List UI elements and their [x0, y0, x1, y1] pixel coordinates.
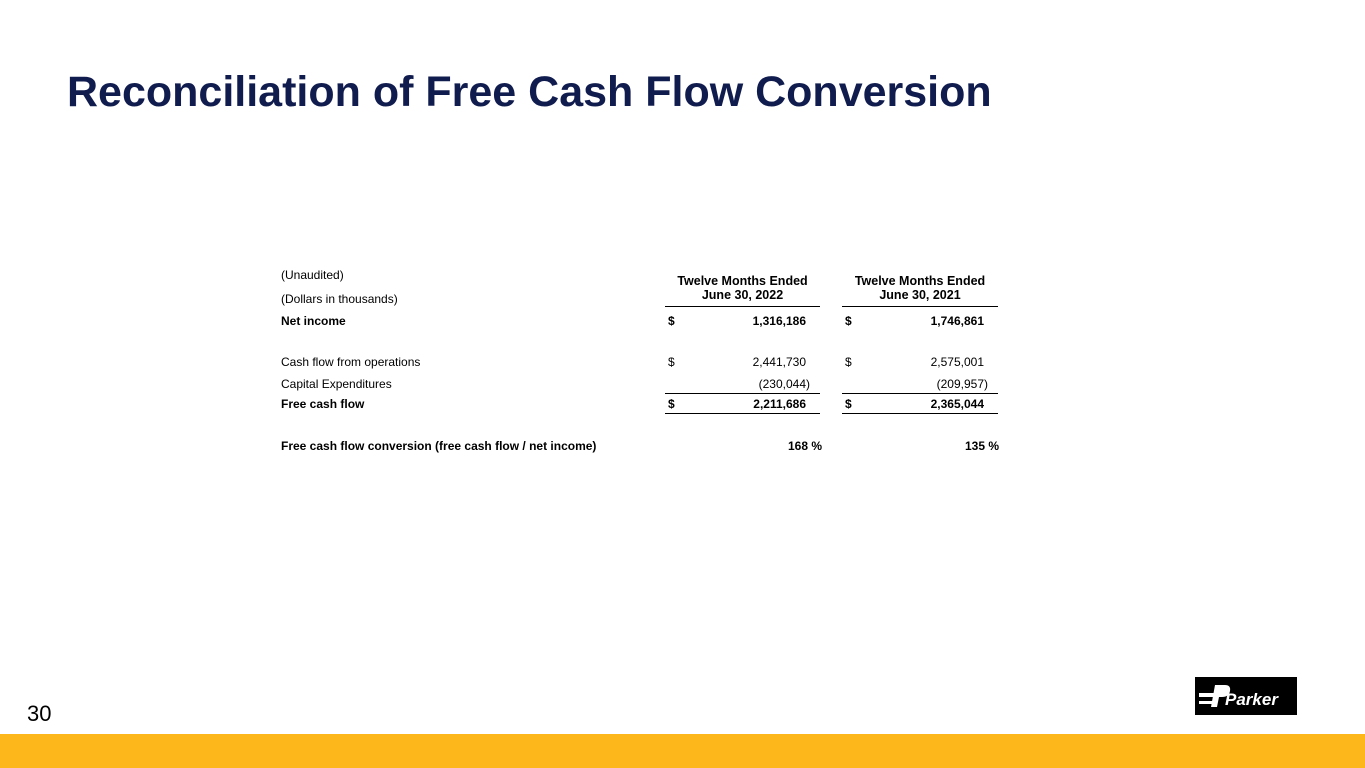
- value-2022: 168 %: [787, 439, 822, 453]
- value-2021: 1,746,861: [930, 314, 984, 328]
- total-underline-2021: [842, 413, 998, 414]
- column-header-2021: Twelve Months Ended June 30, 2021: [854, 274, 986, 302]
- row-label: Net income: [281, 314, 346, 328]
- total-underline-2022: [665, 413, 820, 414]
- header-underline-2021: [842, 306, 998, 307]
- parker-logo-icon: [1195, 677, 1297, 715]
- currency-symbol: $: [845, 314, 852, 328]
- subtotal-underline-2021: [842, 393, 998, 394]
- value-2021: 135 %: [964, 439, 999, 453]
- subtotal-underline-2022: [665, 393, 820, 394]
- row-label: Capital Expenditures: [281, 377, 392, 391]
- value-2021: (209,957): [936, 377, 988, 391]
- value-2022: 2,211,686: [753, 397, 806, 411]
- currency-symbol: $: [668, 314, 675, 328]
- column-header-2022: Twelve Months Ended June 30, 2022: [677, 274, 808, 302]
- currency-symbol: $: [845, 397, 852, 411]
- row-label: Free cash flow conversion (free cash flow / net income): [281, 439, 597, 453]
- page-title: Reconciliation of Free Cash Flow Conversion: [67, 68, 992, 116]
- logo-wordmark: Parker: [1225, 690, 1278, 709]
- currency-symbol: $: [668, 397, 675, 411]
- parker-logo: [1195, 677, 1297, 715]
- unaudited-note: (Unaudited): [281, 268, 344, 282]
- value-2021: 2,575,001: [930, 355, 984, 369]
- header-underline-2022: [665, 306, 820, 307]
- value-2021: 2,365,044: [930, 397, 984, 411]
- units-note: (Dollars in thousands): [281, 292, 398, 306]
- currency-symbol: $: [845, 355, 852, 369]
- currency-symbol: $: [668, 355, 675, 369]
- value-2022: 1,316,186: [752, 314, 806, 328]
- row-label: Free cash flow: [281, 397, 365, 411]
- row-label: Cash flow from operations: [281, 355, 421, 369]
- value-2022: (230,044): [758, 377, 810, 391]
- value-2022: 2,441,730: [752, 355, 806, 369]
- page-number: 30: [27, 701, 52, 726]
- footer-bar: [0, 734, 1365, 768]
